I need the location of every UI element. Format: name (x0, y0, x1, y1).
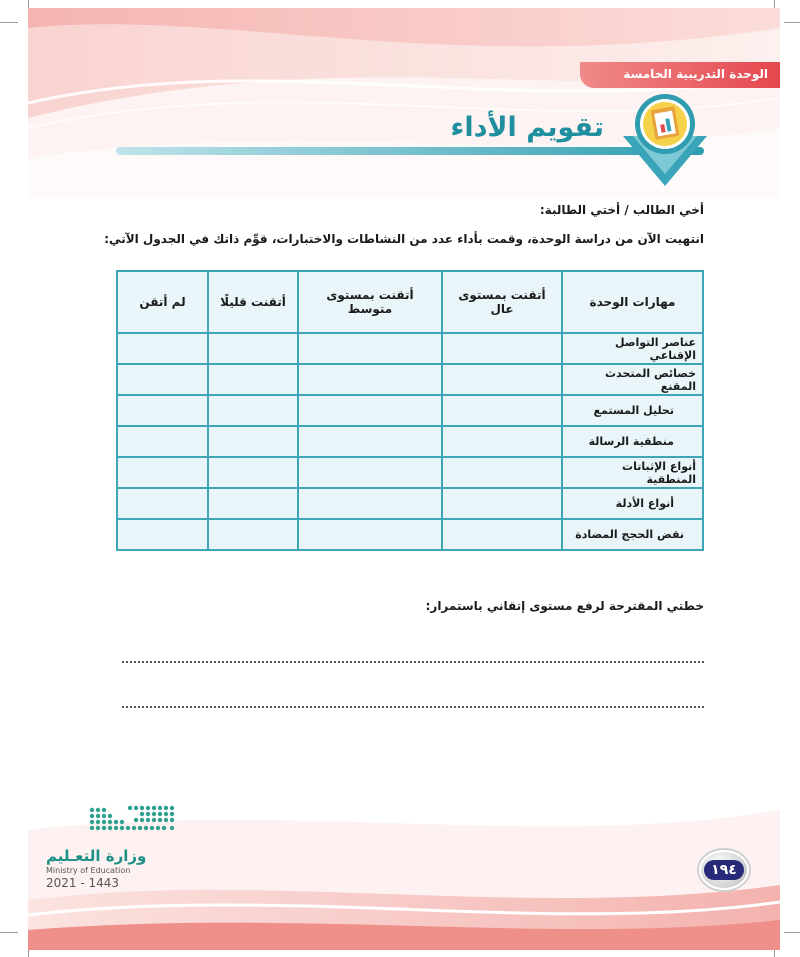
column-header-low: أتقنت قليلًا (208, 271, 298, 333)
rating-cell[interactable] (442, 519, 562, 550)
skill-cell: خصائص المتحدث المقنع (562, 364, 703, 395)
answer-line[interactable] (122, 706, 704, 708)
table-row (117, 426, 703, 457)
table-row (117, 333, 703, 364)
rating-cell[interactable] (298, 457, 442, 488)
rating-cell[interactable] (298, 333, 442, 364)
table-row (117, 519, 703, 550)
column-header-none: لم أتقن (117, 271, 208, 333)
table-row (117, 395, 703, 426)
page-title: تقويم الأداء (450, 112, 604, 143)
crop-mark (784, 932, 800, 933)
skill-cell: عناصر التواصل الإقناعي (562, 333, 703, 364)
rating-cell[interactable] (442, 457, 562, 488)
greeting-text: أخي الطالب / أختي الطالبة: (539, 203, 704, 217)
rating-cell[interactable] (298, 488, 442, 519)
table-row (117, 457, 703, 488)
rating-cell[interactable] (442, 426, 562, 457)
rating-cell[interactable] (208, 333, 298, 364)
answer-line[interactable] (122, 661, 704, 663)
rating-cell[interactable] (208, 457, 298, 488)
rating-cell[interactable] (298, 519, 442, 550)
crop-mark (0, 932, 18, 933)
rating-cell[interactable] (117, 457, 208, 488)
ministry-name-arabic: وزارة التعـليم (46, 847, 147, 865)
crop-mark (784, 22, 800, 23)
rating-cell[interactable] (298, 364, 442, 395)
instruction-text: انتهيت الآن من دراسة الوحدة، وقمت بأداء عدد من النشاطات والاختبارات، قوِّم ذاتك في الجدول الآتي: (104, 232, 704, 246)
crop-mark (0, 22, 18, 23)
skill-cell: منطقية الرسالة (562, 426, 703, 457)
rating-cell[interactable] (117, 488, 208, 519)
edition-year: 2021 - 1443 (46, 876, 120, 890)
page-number: ١٩٤ (704, 860, 744, 880)
rating-cell[interactable] (117, 395, 208, 426)
rating-cell[interactable] (298, 426, 442, 457)
rating-cell[interactable] (442, 488, 562, 519)
table-header-row (117, 271, 703, 333)
rating-cell[interactable] (208, 426, 298, 457)
self-assessment-table (116, 270, 704, 551)
rating-cell[interactable] (117, 364, 208, 395)
rating-cell[interactable] (208, 488, 298, 519)
clipboard-chart-icon (613, 86, 717, 190)
rating-cell[interactable] (298, 395, 442, 426)
rating-cell[interactable] (442, 333, 562, 364)
rating-cell[interactable] (117, 333, 208, 364)
column-header-skills: مهارات الوحدة (562, 271, 703, 333)
table-row (117, 364, 703, 395)
column-header-high: أتقنت بمستوى عال (442, 271, 562, 333)
rating-cell[interactable] (117, 426, 208, 457)
rating-cell[interactable] (208, 364, 298, 395)
page-number-badge (699, 850, 749, 890)
skill-cell: أنواع الإثباتات المنطقية (562, 457, 703, 488)
rating-cell[interactable] (208, 395, 298, 426)
rating-cell[interactable] (442, 395, 562, 426)
rating-cell[interactable] (208, 519, 298, 550)
skill-cell: أنواع الأدلة (562, 488, 703, 519)
skill-cell: تحليل المستمع (562, 395, 703, 426)
table-row (117, 488, 703, 519)
skill-cell: نقض الحجج المضادة (562, 519, 703, 550)
ministry-name-english: Ministry of Education (46, 866, 131, 875)
plan-label: خطتي المقترحة لرفع مستوى إتقاني باستمرار: (425, 599, 704, 613)
unit-label: الوحدة التدريبية الخامسة (580, 62, 780, 88)
rating-cell[interactable] (117, 519, 208, 550)
column-header-medium: أتقنت بمستوى متوسط (298, 271, 442, 333)
rating-cell[interactable] (442, 364, 562, 395)
